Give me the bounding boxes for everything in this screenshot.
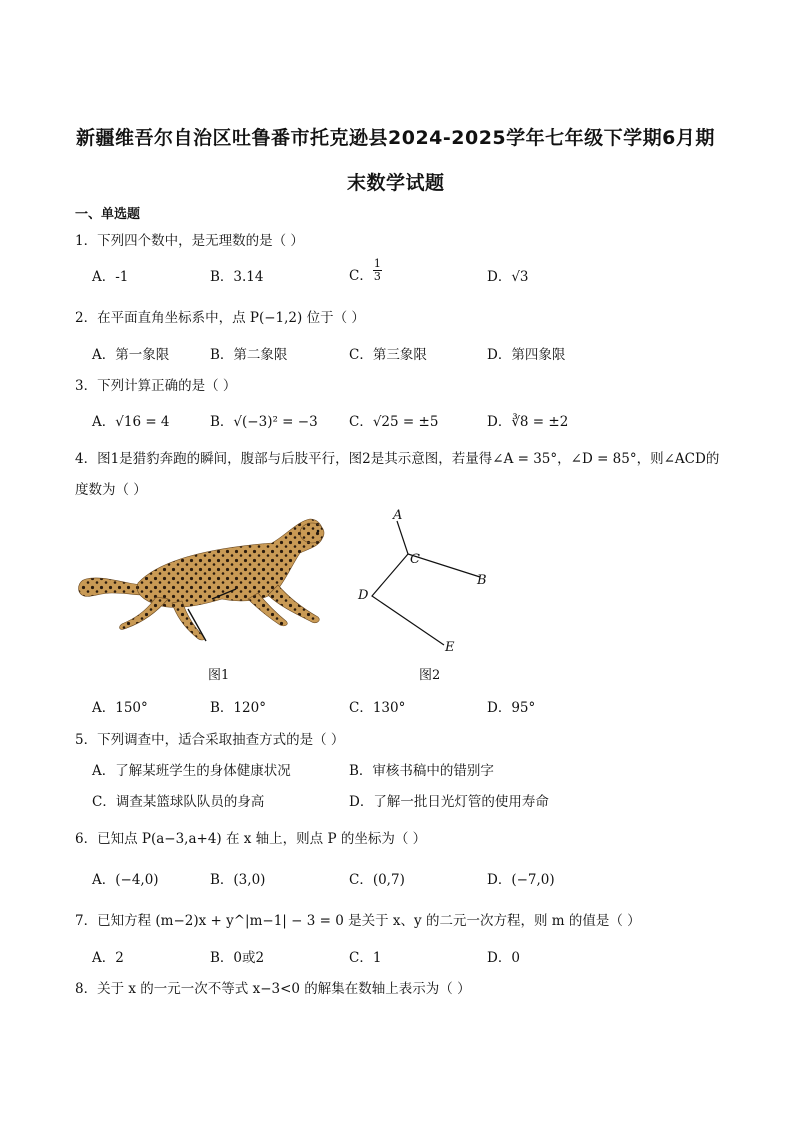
q5-option-b: B．审核书稿中的错别字 xyxy=(349,763,494,779)
q1-fraction-denominator: 3 xyxy=(373,270,381,283)
q7-option-a: A．2 xyxy=(92,950,124,966)
q4-option-c: C．130° xyxy=(349,700,406,716)
q3-stem: 3．下列计算正确的是（ ） xyxy=(75,378,237,394)
q5-option-c: C．调查某篮球队队员的身高 xyxy=(92,794,265,810)
q4-option-b: B．120° xyxy=(210,700,266,716)
q1-option-b: B．3.14 xyxy=(210,269,264,285)
q6-option-a: A．(−4,0) xyxy=(92,872,159,888)
q1-fraction xyxy=(373,258,382,283)
q3-option-d: D．∛8 = ±2 xyxy=(487,414,569,430)
q2-option-c: C．第三象限 xyxy=(349,347,427,363)
point-a-label: A xyxy=(393,508,403,523)
page-title-line1: 新疆维吾尔自治区吐鲁番市托克逊县2024-2025学年七年级下学期6月期 xyxy=(76,127,715,149)
q7-option-b: B．0或2 xyxy=(210,950,265,966)
q5-option-d: D．了解一批日光灯管的使用寿命 xyxy=(349,794,549,810)
q4-option-a: A．150° xyxy=(92,700,148,716)
point-e-label: E xyxy=(445,640,455,655)
q5-option-a: A．了解某班学生的身体健康状况 xyxy=(92,763,291,779)
geometry-diagram xyxy=(352,505,502,655)
q3-option-a: A．√16 = 4 xyxy=(92,414,170,430)
q8-stem: 8．关于 x 的一元一次不等式 x−3<0 的解集在数轴上表示为（ ） xyxy=(75,981,471,997)
line-cde xyxy=(372,554,444,645)
q3-option-c: C．√25 = ±5 xyxy=(349,414,439,430)
q2-stem: 2．在平面直角坐标系中，点 P(−1,2) 位于（ ） xyxy=(75,310,365,326)
q6-option-d: D．(−7,0) xyxy=(487,872,555,888)
q6-option-b: B．(3,0) xyxy=(210,872,266,888)
page-title-line2: 末数学试题 xyxy=(347,172,445,194)
q7-option-c: C．1 xyxy=(349,950,382,966)
q6-stem: 6．已知点 P(a−3,a+4) 在 x 轴上，则点 P 的坐标为（ ） xyxy=(75,831,427,847)
q4-option-d: D．95° xyxy=(487,700,536,716)
q1-fraction-numerator: 1 xyxy=(373,257,381,270)
q4-stem-line2: 度数为（ ） xyxy=(75,482,147,498)
figure1-caption: 图1 xyxy=(208,668,230,683)
q5-stem: 5．下列调查中，适合采取抽查方式的是（ ） xyxy=(75,732,345,748)
q1-option-d: D．√3 xyxy=(487,269,529,285)
q1-option-c xyxy=(349,258,382,283)
line-acb xyxy=(397,521,480,577)
q1-stem: 1．下列四个数中，是无理数的是（ ） xyxy=(75,233,304,249)
q3-option-b: B．√(−3)² = −3 xyxy=(210,414,318,430)
q1-option-a: A．-1 xyxy=(92,269,129,285)
q2-option-b: B．第二象限 xyxy=(210,347,288,363)
q7-option-d: D．0 xyxy=(487,950,520,966)
q6-option-c: C．(0,7) xyxy=(349,872,405,888)
q2-option-a: A．第一象限 xyxy=(92,347,170,363)
figure2-caption: 图2 xyxy=(419,668,441,683)
cheetah-image xyxy=(72,513,332,645)
q4-stem-line1: 4．图1是猎豹奔跑的瞬间，腹部与后肢平行，图2是其示意图，若量得∠A = 35°，∠D = 85°，则∠ACD的 xyxy=(75,451,720,467)
point-b-label: B xyxy=(477,573,487,588)
point-c-label: C xyxy=(410,552,420,567)
q2-option-d: D．第四象限 xyxy=(487,347,566,363)
section-heading: 一、单选题 xyxy=(75,207,141,222)
q1-option-c-label: C． xyxy=(349,268,373,284)
point-d-label: D xyxy=(358,588,369,603)
q7-stem: 7．已知方程 (m−2)x + y^|m−1| − 3 = 0 是关于 x、y 的二元一次方程，则 m 的值是（ ） xyxy=(75,913,641,929)
